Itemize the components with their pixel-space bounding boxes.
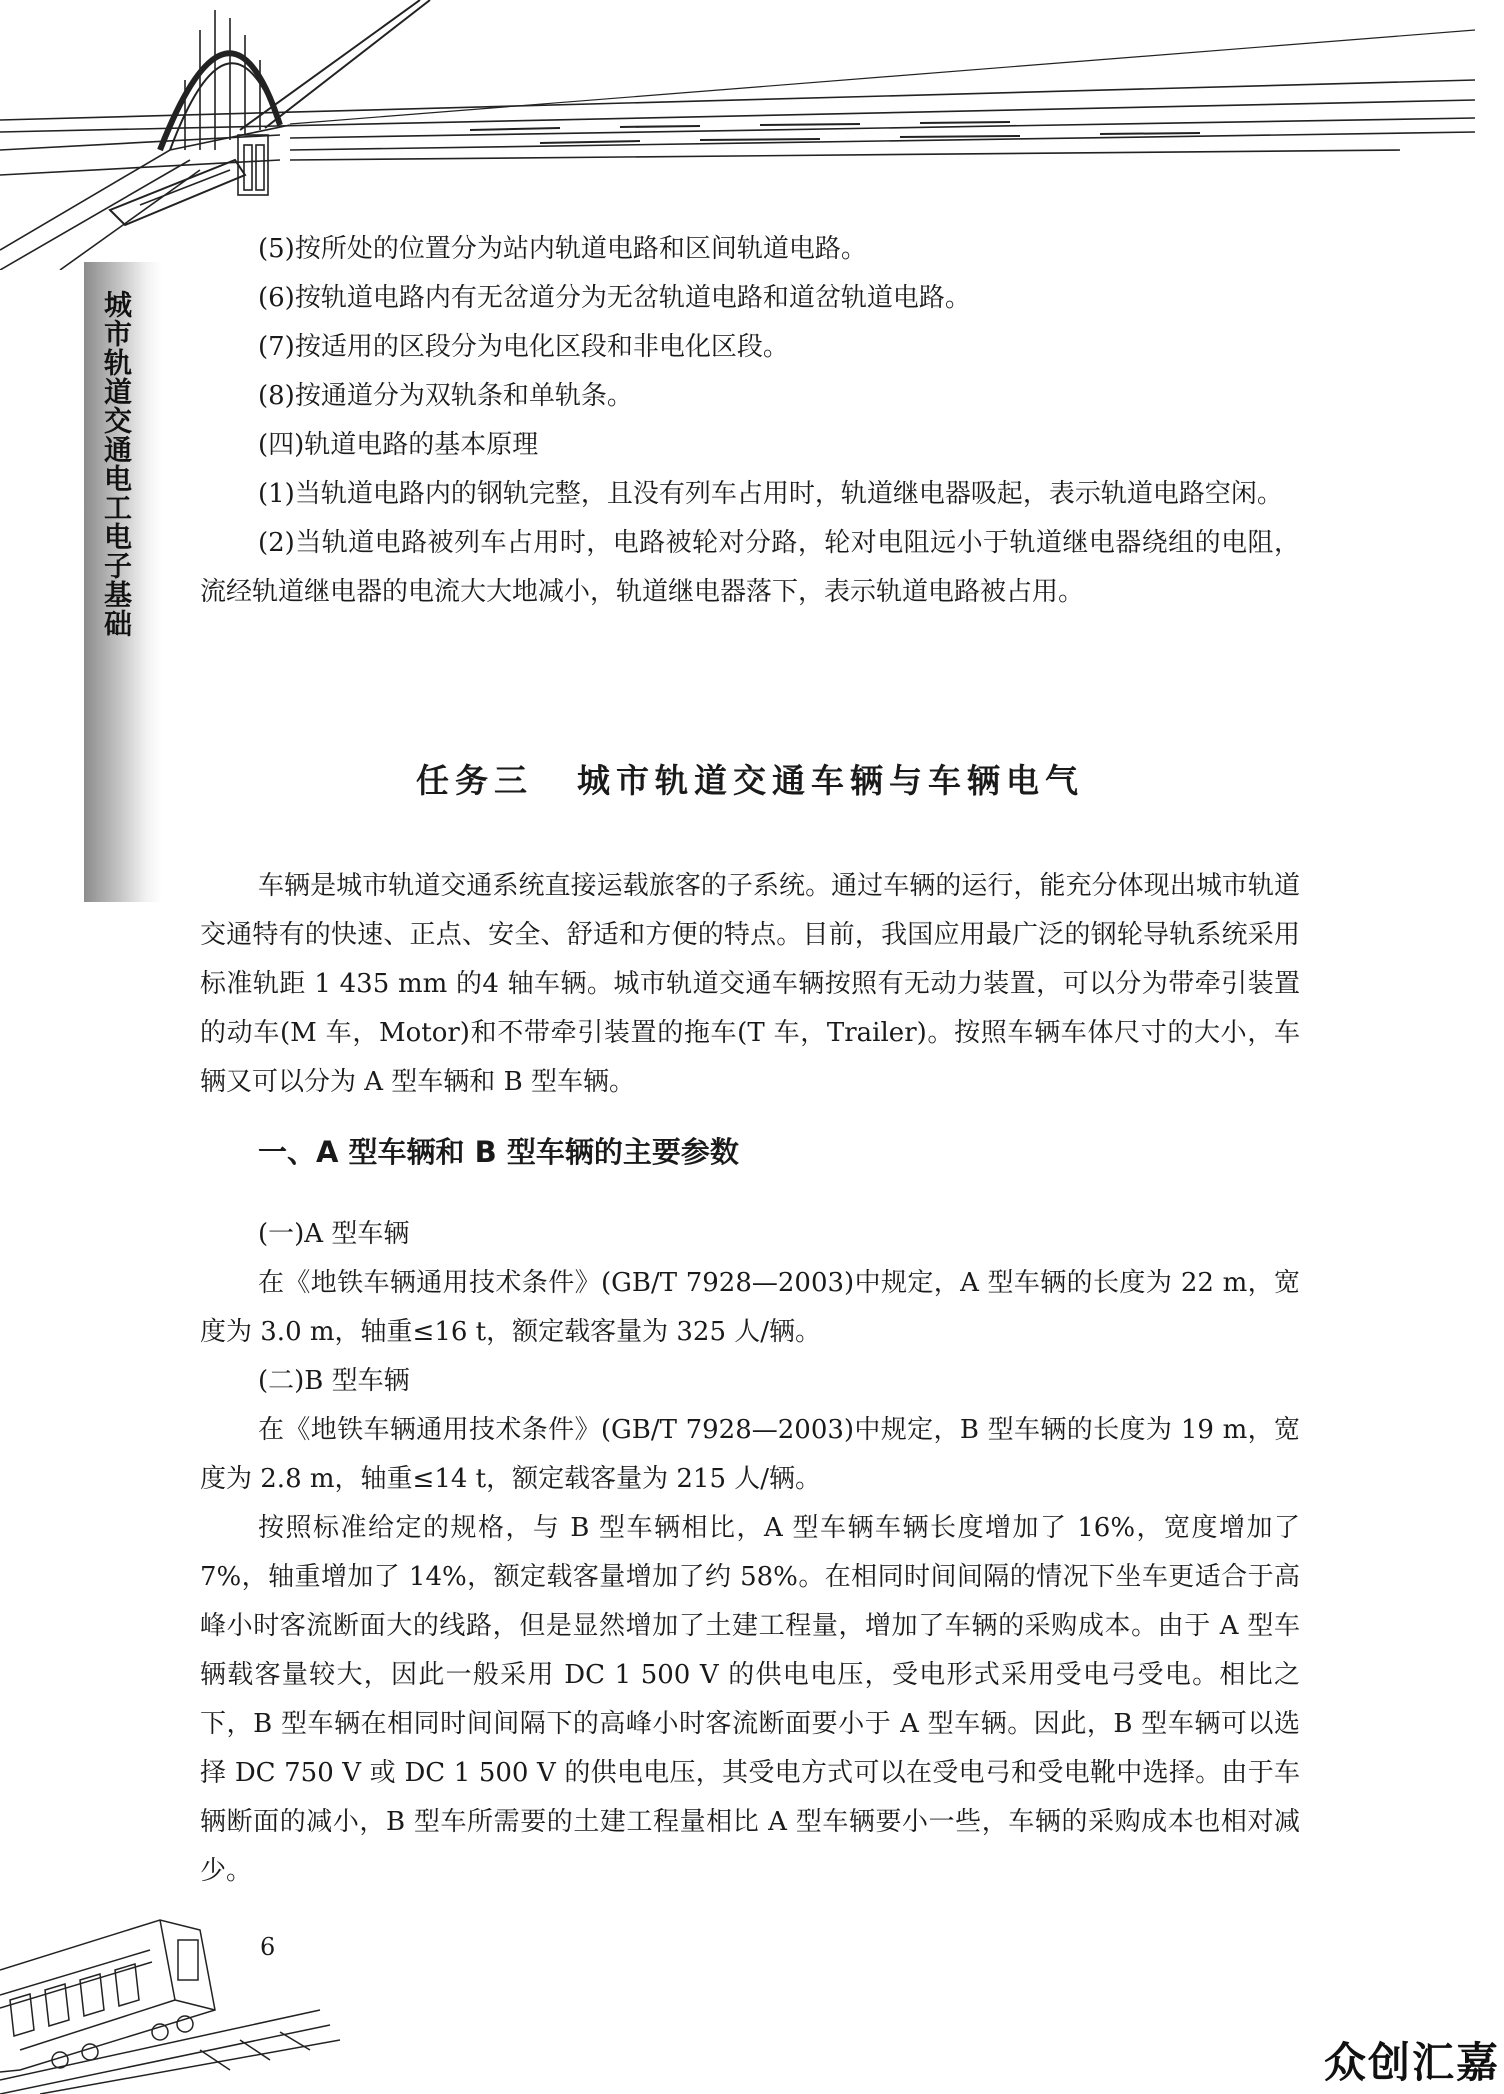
footer-train-illustration (0, 1900, 340, 2094)
section-heading: 一、A 型车辆和 B 型车辆的主要参数 (258, 1135, 739, 1169)
watermark: 众创汇嘉 (1323, 2038, 1500, 2087)
paragraph: (1)当轨道电路内的钢轨完整，且没有列车占用时，轨道继电器吸起，表示轨道电路空闲。 (258, 479, 1283, 509)
paragraph: (7)按适用的区段分为电化区段和非电化区段。 (258, 332, 789, 362)
vehicle-intro-section (200, 862, 1300, 1107)
paragraph: (8)按通道分为双轨条和单轨条。 (258, 381, 633, 411)
paragraph: 在《地铁车辆通用技术条件》(GB/T 7928—2003)中规定，A 型车辆的长度为 22 m，宽度为 3.0 m，轴重≤16 t，额定载客量为 325 人/辆。 (200, 1268, 1300, 1347)
subheading: (四)轨道电路的基本原理 (258, 430, 539, 460)
intro-section (200, 225, 1300, 617)
task-title-label: 任务三 (416, 761, 533, 800)
task-title-text: 城市轨道交通车辆与车辆电气 (577, 761, 1084, 800)
paragraph: (5)按所处的位置分为站内轨道电路和区间轨道电路。 (258, 234, 867, 264)
paragraph: 车辆是城市轨道交通系统直接运载旅客的子系统。通过车辆的运行，能充分体现出城市轨道交通特有的快速、正点、安全、舒适和方便的特点。目前，我国应用最广泛的钢轮导轨系统采用标准轨距 1 435 mm 的4 轴车辆。城市轨道交通车辆按照有无动力装置，可以分为带牵引装置的动车(M 车，Motor)和不带牵引装置的拖车(T 车，Trailer)。按照车辆车体尺寸的大小，车辆又可以分为 A 型车辆和 B 型车辆。 (200, 871, 1300, 1097)
paragraph: (6)按轨道电路内有无岔道分为无岔轨道电路和道岔轨道电路。 (258, 283, 971, 313)
task-title (200, 755, 1300, 802)
subheading: (一)A 型车辆 (258, 1219, 410, 1249)
subheading: (二)B 型车辆 (258, 1366, 410, 1396)
vehicle-params-section (200, 1210, 1300, 1896)
paragraph: 在《地铁车辆通用技术条件》(GB/T 7928—2003)中规定，B 型车辆的长度为 19 m，宽度为 2.8 m，轴重≤14 t，额定载客量为 215 人/辆。 (200, 1415, 1300, 1494)
paragraph: 按照标准给定的规格，与 B 型车辆相比，A 型车辆车辆长度增加了 16%，宽度增加了 7%，轴重增加了 14%，额定载客量增加了约 58%。在相同时间间隔的情况下坐车更适合于高峰小时客流断面大的线路，但是显然增加了土建工程量，增加了车辆的采购成本。由于 A 型车辆载客量较大，因此一般采用 DC 1 500 V 的供电电压，受电形式采用受电弓受电。相比之下，B 型车辆在相同时间间隔下的高峰小时客流断面要小于 A 型车辆。因此，B 型车辆可以选择 DC 750 V 或 DC 1 500 V 的供电电压，其受电方式可以在受电弓和受电靴中选择。由于车辆断面的减小，B 型车所需要的土建工程量相比 A 型车辆要小一些，车辆的采购成本也相对减少。 (200, 1513, 1300, 1886)
paragraph: (2)当轨道电路被列车占用时，电路被轮对分路，轮对电阻远小于轨道继电器绕组的电阻，流经轨道继电器的电流大大地减小，轨道继电器落下，表示轨道电路被占用。 (200, 528, 1300, 607)
side-tab (84, 262, 162, 902)
page-number: 6 (260, 1933, 276, 1961)
side-tab-title: 城市轨道交通电工电子基础 (100, 290, 133, 638)
